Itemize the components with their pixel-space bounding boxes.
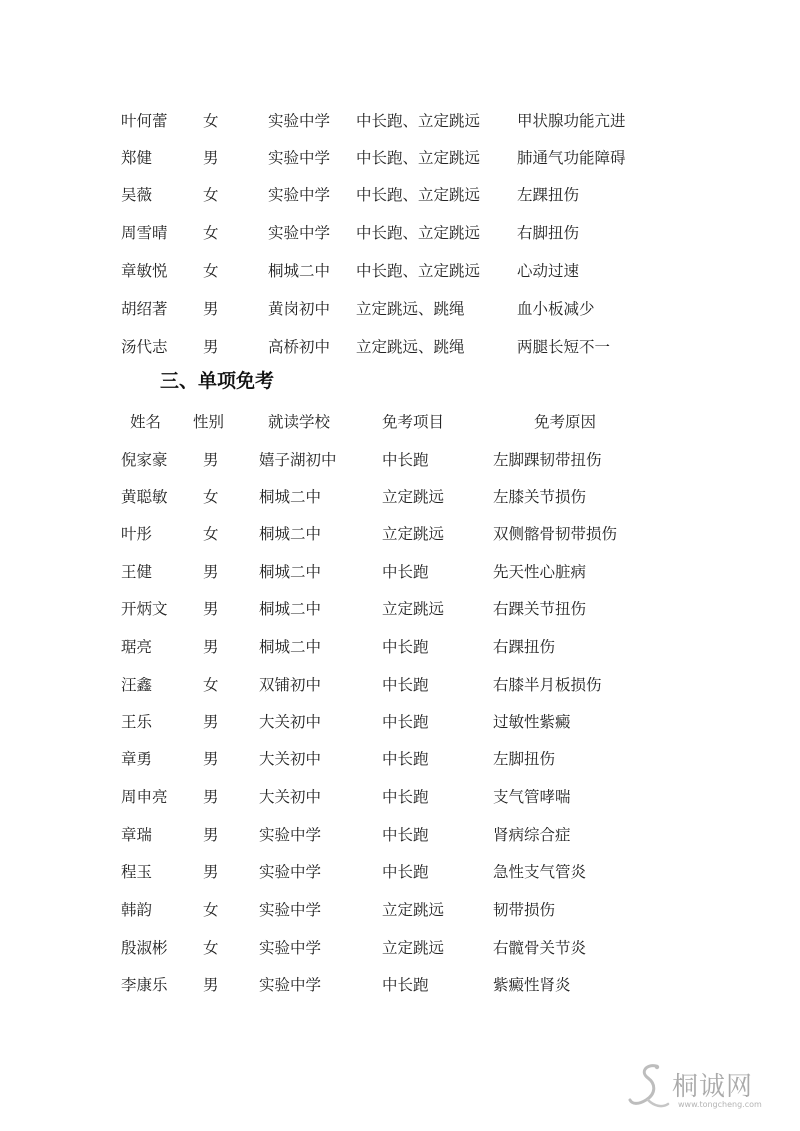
student-school: 实验中学 <box>259 901 322 919</box>
header-name: 姓名 <box>130 413 162 431</box>
exempt-item: 中长跑 <box>382 638 429 656</box>
student-name: 程玉 <box>121 863 153 881</box>
student-name: 郑健 <box>121 149 153 167</box>
exempt-item: 中长跑 <box>382 676 429 694</box>
exempt-reason: 右踝扭伤 <box>493 638 556 656</box>
exempt-item: 中长跑 <box>382 826 429 844</box>
student-gender: 女 <box>203 224 219 242</box>
exempt-reason: 右膝半月板损伤 <box>493 676 602 694</box>
header-school: 就读学校 <box>268 413 331 431</box>
exempt-items: 中长跑、立定跳远 <box>356 112 481 130</box>
exempt-reason: 支气管哮喘 <box>493 788 571 806</box>
student-name: 吴薇 <box>121 186 153 204</box>
student-school: 嬉子湖初中 <box>259 451 337 469</box>
student-gender: 男 <box>203 788 219 806</box>
exempt-reason: 血小板减少 <box>517 300 595 318</box>
student-name: 章敏悦 <box>121 262 168 280</box>
student-gender: 男 <box>203 826 219 844</box>
student-gender: 男 <box>203 600 219 618</box>
exempt-items: 中长跑、立定跳远 <box>356 186 481 204</box>
exempt-reason: 先天性心脏病 <box>493 563 587 581</box>
student-school: 大关初中 <box>259 750 322 768</box>
student-gender: 男 <box>203 563 219 581</box>
section-title: 三、单项免考 <box>160 370 275 392</box>
student-name: 叶彤 <box>121 525 153 543</box>
exempt-item: 中长跑 <box>382 863 429 881</box>
student-name: 章瑞 <box>121 826 153 844</box>
student-name: 汪鑫 <box>121 676 153 694</box>
student-school: 大关初中 <box>259 713 322 731</box>
student-school: 实验中学 <box>268 112 331 130</box>
student-school: 实验中学 <box>268 149 331 167</box>
exempt-items: 中长跑、立定跳远 <box>356 262 481 280</box>
student-name: 章勇 <box>121 750 153 768</box>
swan-logo-icon <box>626 1060 670 1116</box>
student-school: 桐城二中 <box>259 638 322 656</box>
exempt-item: 立定跳远 <box>382 525 445 543</box>
student-name: 殷淑彬 <box>121 939 168 957</box>
student-school: 实验中学 <box>259 939 322 957</box>
student-name: 琚亮 <box>121 638 153 656</box>
student-school: 实验中学 <box>259 863 322 881</box>
site-watermark <box>626 1060 776 1120</box>
exempt-item: 中长跑 <box>382 451 429 469</box>
student-gender: 男 <box>203 750 219 768</box>
exempt-items: 立定跳远、跳绳 <box>356 300 465 318</box>
exempt-item: 中长跑 <box>382 750 429 768</box>
student-name: 周申亮 <box>121 788 168 806</box>
student-school: 大关初中 <box>259 788 322 806</box>
student-gender: 男 <box>203 338 219 356</box>
student-name: 周雪晴 <box>121 224 168 242</box>
student-gender: 女 <box>203 901 219 919</box>
student-gender: 女 <box>203 525 219 543</box>
student-school: 双铺初中 <box>259 676 322 694</box>
student-name: 王乐 <box>121 713 153 731</box>
exempt-item: 中长跑 <box>382 563 429 581</box>
student-gender: 男 <box>203 713 219 731</box>
student-school: 桐城二中 <box>259 563 322 581</box>
exempt-items: 中长跑、立定跳远 <box>356 224 481 242</box>
exempt-reason: 两腿长短不一 <box>517 338 611 356</box>
exempt-item: 立定跳远 <box>382 901 445 919</box>
exempt-reason: 左膝关节损伤 <box>493 488 587 506</box>
student-gender: 男 <box>203 149 219 167</box>
student-name: 黄聪敏 <box>121 488 168 506</box>
exempt-item: 立定跳远 <box>382 939 445 957</box>
exempt-items: 立定跳远、跳绳 <box>356 338 465 356</box>
student-school: 实验中学 <box>259 976 322 994</box>
student-gender: 女 <box>203 939 219 957</box>
student-name: 胡绍著 <box>121 300 168 318</box>
exempt-items: 中长跑、立定跳远 <box>356 149 481 167</box>
exempt-reason: 左脚扭伤 <box>493 750 556 768</box>
student-gender: 女 <box>203 262 219 280</box>
exempt-reason: 韧带损伤 <box>493 901 556 919</box>
student-school: 高桥初中 <box>268 338 331 356</box>
exempt-item: 立定跳远 <box>382 600 445 618</box>
exempt-reason: 甲状腺功能亢进 <box>517 112 626 130</box>
exempt-reason: 心动过速 <box>517 262 580 280</box>
exempt-reason: 右踝关节扭伤 <box>493 600 587 618</box>
student-gender: 女 <box>203 488 219 506</box>
student-name: 韩韵 <box>121 901 153 919</box>
student-school: 桐城二中 <box>268 262 331 280</box>
student-name: 开炳文 <box>121 600 168 618</box>
header-gender: 性别 <box>193 413 225 431</box>
exempt-reason: 左踝扭伤 <box>517 186 580 204</box>
exempt-reason: 过敏性紫癜 <box>493 713 571 731</box>
student-gender: 女 <box>203 186 219 204</box>
student-name: 汤代志 <box>121 338 168 356</box>
student-name: 叶何蕾 <box>121 112 168 130</box>
exempt-reason: 肺通气功能障碍 <box>517 149 626 167</box>
student-gender: 女 <box>203 676 219 694</box>
table-header <box>0 407 800 437</box>
student-school: 实验中学 <box>259 826 322 844</box>
student-school: 实验中学 <box>268 224 331 242</box>
student-school: 实验中学 <box>268 186 331 204</box>
exempt-reason: 急性支气管炎 <box>493 863 587 881</box>
exempt-reason: 右髋骨关节炎 <box>493 939 587 957</box>
student-name: 李康乐 <box>121 976 168 994</box>
student-name: 王健 <box>121 563 153 581</box>
watermark-text: 桐诚网 <box>672 1072 754 1102</box>
student-gender: 女 <box>203 112 219 130</box>
student-school: 桐城二中 <box>259 488 322 506</box>
exempt-item: 中长跑 <box>382 713 429 731</box>
exempt-reason: 左脚踝韧带扭伤 <box>493 451 602 469</box>
exempt-item: 中长跑 <box>382 788 429 806</box>
watermark-url: www.tongcheng.com <box>678 1100 762 1109</box>
exempt-item: 立定跳远 <box>382 488 445 506</box>
student-school: 桐城二中 <box>259 600 322 618</box>
student-gender: 男 <box>203 638 219 656</box>
student-gender: 男 <box>203 451 219 469</box>
exempt-reason: 右脚扭伤 <box>517 224 580 242</box>
header-item: 免考项目 <box>382 413 445 431</box>
header-reason: 免考原因 <box>534 413 597 431</box>
exempt-reason: 双侧髂骨韧带损伤 <box>493 525 618 543</box>
exempt-reason: 肾病综合症 <box>493 826 571 844</box>
student-gender: 男 <box>203 863 219 881</box>
student-gender: 男 <box>203 976 219 994</box>
student-school: 桐城二中 <box>259 525 322 543</box>
student-school: 黄岗初中 <box>268 300 331 318</box>
exempt-reason: 紫癜性肾炎 <box>493 976 571 994</box>
exempt-item: 中长跑 <box>382 976 429 994</box>
student-gender: 男 <box>203 300 219 318</box>
student-name: 倪家豪 <box>121 451 168 469</box>
